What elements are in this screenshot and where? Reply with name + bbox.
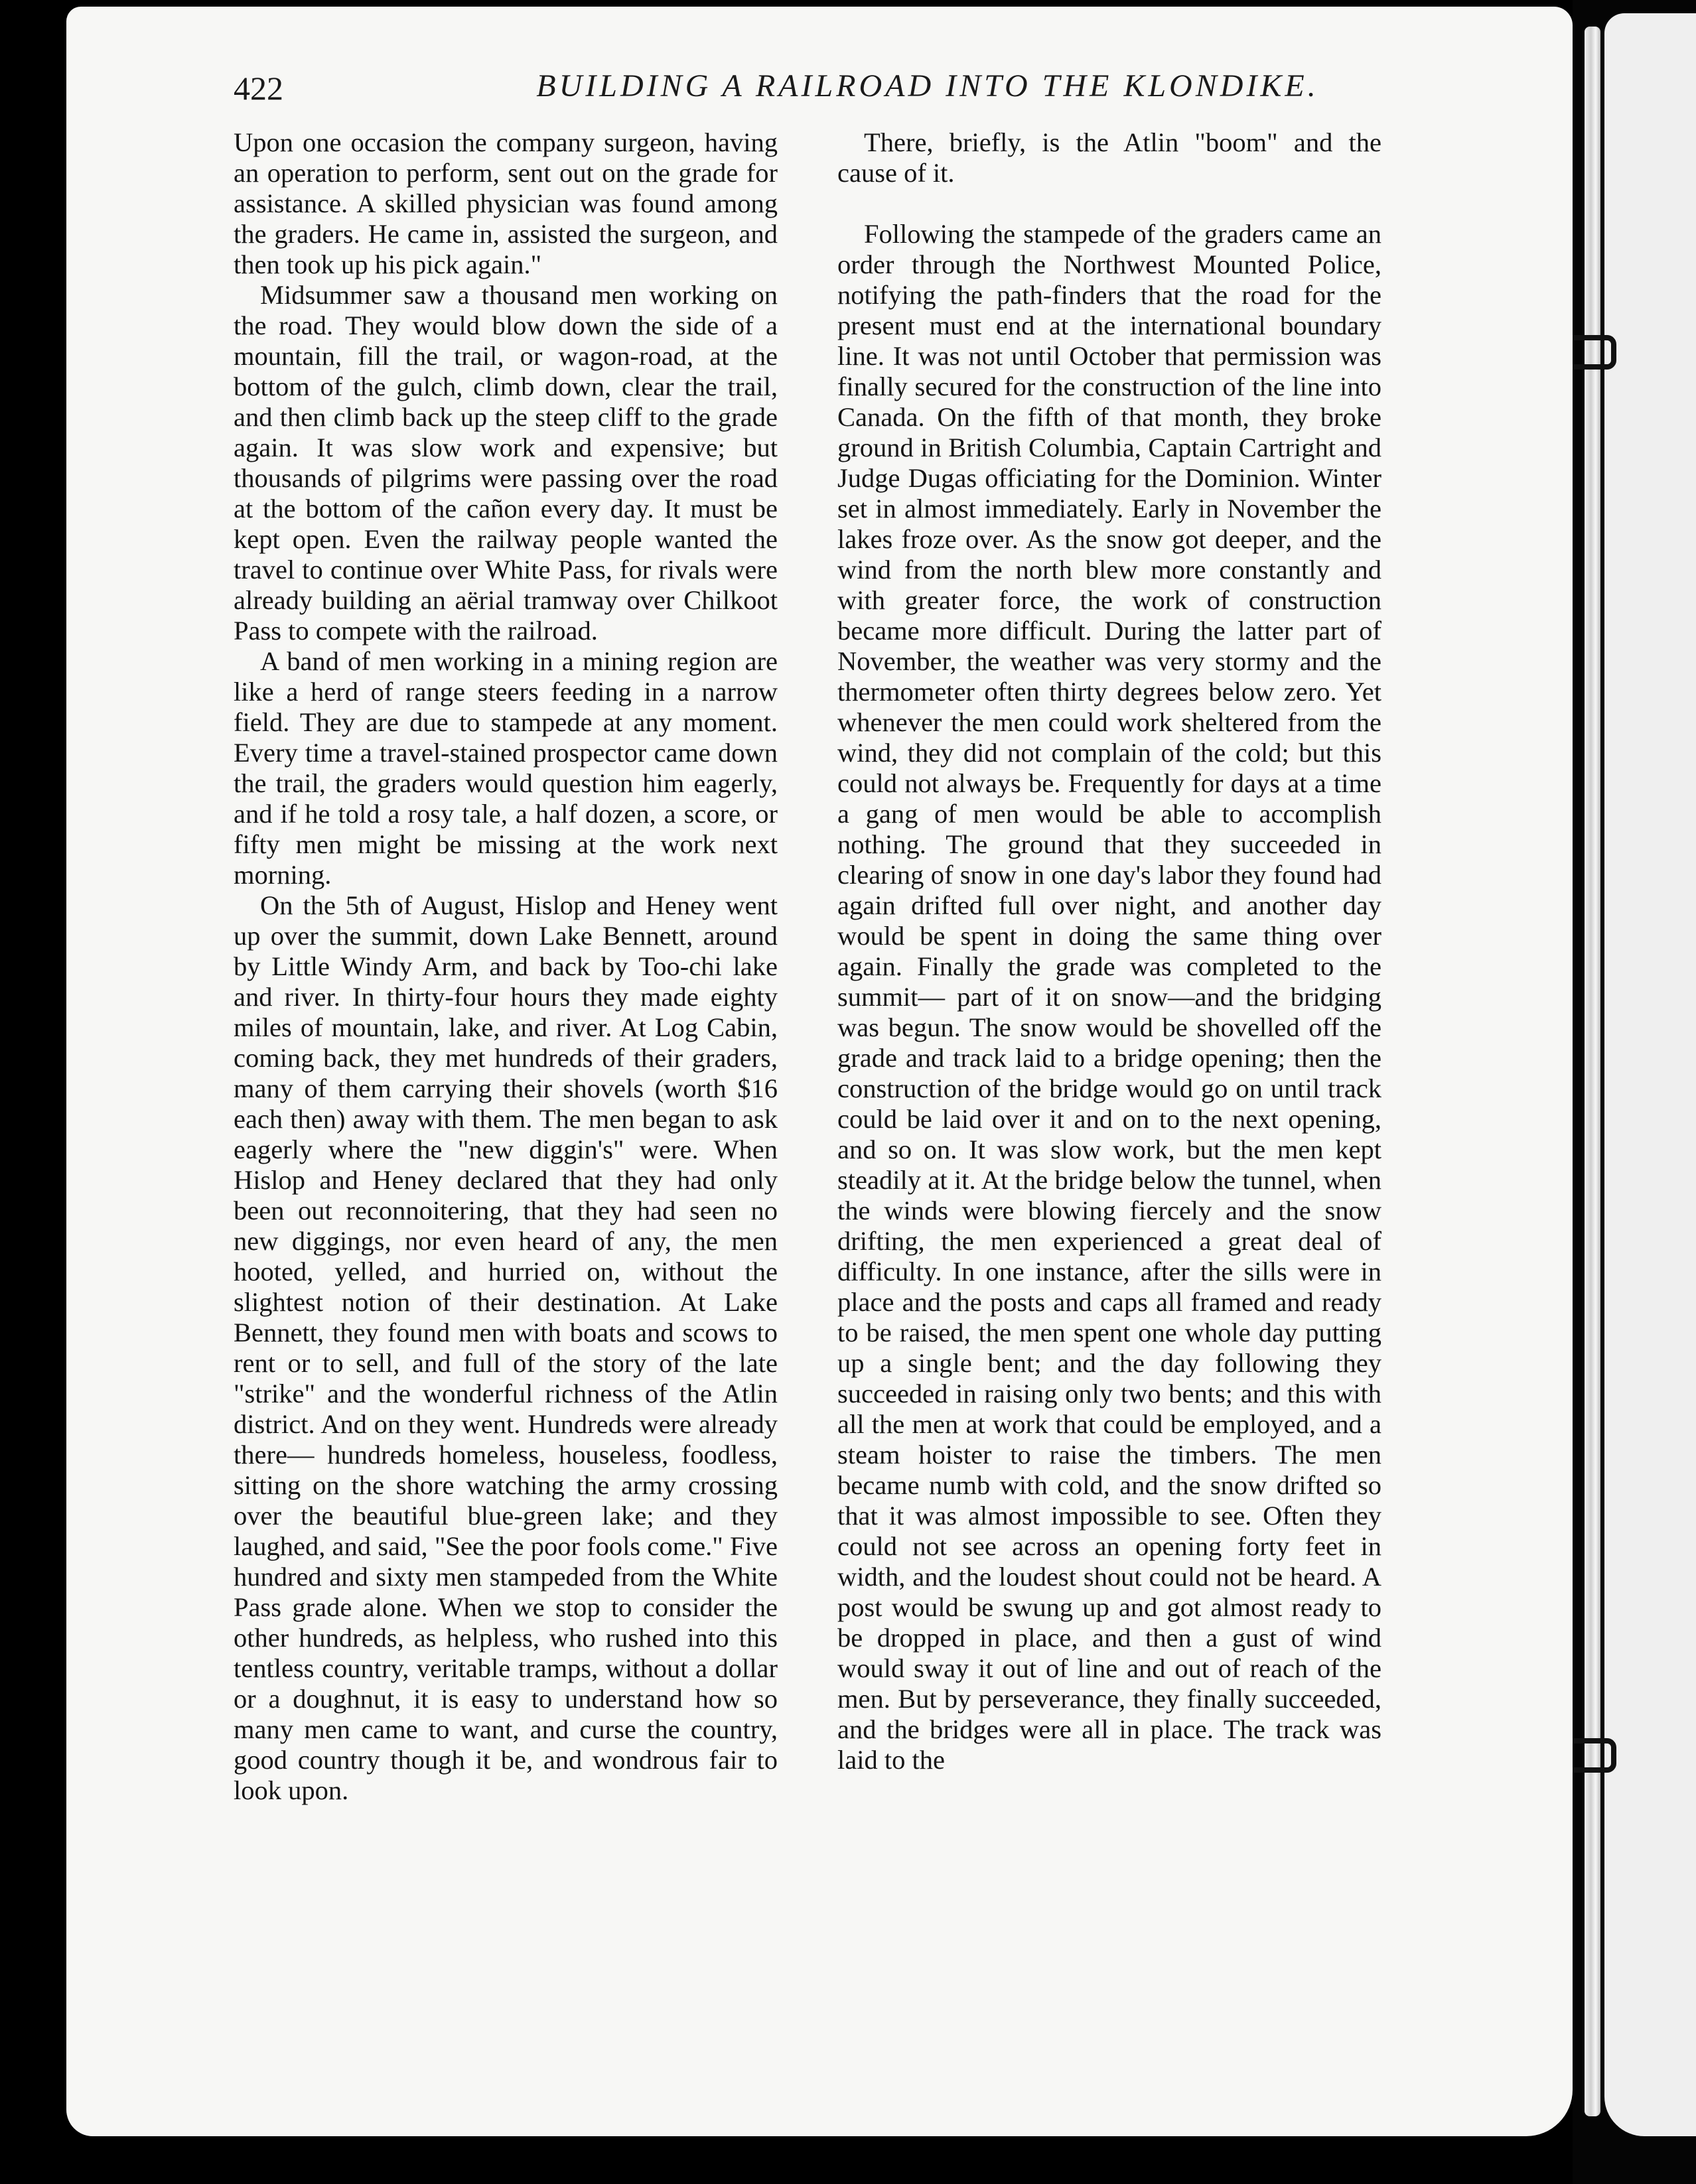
left-column (234, 127, 778, 1806)
running-title: BUILDING A RAILROAD INTO THE KLONDIKE. (536, 68, 1319, 103)
right-column (837, 127, 1381, 1775)
facing-page-edge (1604, 13, 1696, 2136)
paragraph: On the 5th of August, Hislop and Heney went up over the summit, down Lake Bennett, around by Little Windy Arm, and back by Too-chi lake and river. In thirty-four hours they made eighty miles of mountain, lake, and river. At Log Cabin, coming back, they met hundreds of their graders, many of them carrying their shovels (worth $16 each then) away with them. The men began to ask eagerly where the "new diggin's" were. When Hislop and Heney declared that they had only been out reconnoitering, that they had seen no new diggings, nor even heard of any, the men hooted, yelled, and hurried on, without the slightest notion of their destination. At Lake Bennett, they found men with boats and scows to rent or to sell, and full of the story of the late "strike" and the wonderful richness of the Atlin district. And on they went. Hundreds were already there— hundreds homeless, houseless, foodless, sitting on the shore watching the army crossing over the beautiful blue-green lake; and they laughed, and said, "See the poor fools come." Five hundred and sixty men stampeded from the White Pass grade alone. When we stop to consider the other hundreds, as helpless, who rushed into this tentless country, veritable tramps, without a dollar or a doughnut, it is easy to understand how so many men came to want, and curse the country, good country though it be, and wondrous fair to look upon. (234, 890, 778, 1805)
paragraph: Following the stampede of the graders came an order through the Northwest Mounted Police, notifying the path-finders that the road for the present must end at the international boundary line. It was not until October that permission was finally secured for the construction of the line into Canada. On the fifth of that month, they broke ground in British Columbia, Captain Cartright and Judge Dugas officiating for the Dominion. Winter set in almost immediately. Early in November the lakes froze over. As the snow got deeper, and the wind from the north blew more constantly and with greater force, the work of construction became more difficult. During the latter part of November, the weather was very stormy and the thermometer often thirty degrees below zero. Yet whenever the men could work sheltered from the wind, they did not complain of the cold; but this could not always be. Frequently for days at a time a gang of men would be able to accomplish nothing. The ground that they succeeded in clearing of snow in one day's labor they found had again drifted full over night, and another day would be spent in doing the same thing over again. Finally the grade was completed to the summit— part of it on snow—and the bridging was begun. The snow would be shovelled off the grade and track laid to a bridge opening; then the construction of the bridge would go on until track could be laid over it and on to the next opening, and so on. It was slow work, but the men kept steadily at it. At the bridge below the tunnel, when the winds were blowing fiercely and the snow drifting, the men experienced a great deal of difficulty. In one instance, after the sills were in place and the posts and caps all framed and ready to be raised, the men spent one whole day putting up a single bent; and the day following they succeeded in raising only two bents; and this with all the men at work that could be employed, and a steam hoister to raise the timbers. The men became numb with cold, and the snow drifted so that it was almost impossible to see. Often they could not see across an opening forty feet in width, and the loudest shout could not be heard. A post would be swung up and got almost ready to be dropped in place, and then a gust of wind would sway it out of line and out of reach of the men. But by perseverance, they finally succeeded, and the bridges were all in place. The track was laid to the (837, 219, 1381, 1775)
page-number: 422 (234, 70, 283, 107)
paragraph: A band of men working in a mining region are like a herd of range steers feeding in a narrow field. They are due to stampede at any moment. Every time a travel-stained prospector came down the trail, the graders would question him eagerly, and if he told a rosy tale, a half dozen, a score, or fifty men might be missing at the work next morning. (234, 646, 778, 890)
paragraph: Midsummer saw a thousand men working on the road. They would blow down the side of a mountain, fill the trail, or wagon-road, at the bottom of the gulch, climb down, clear the trail, and then climb back up the steep cliff to the grade again. It was slow work and expensive; but thousands of pilgrims were passing over the road at the bottom of the cañon every day. It must be kept open. Even the railway people wanted the travel to continue over White Pass, for rivals were already building an aërial tramway over Chilkoot Pass to compete with the railroad. (234, 280, 778, 646)
paragraph: There, briefly, is the Atlin "boom" and the cause of it. (837, 127, 1381, 188)
paragraph: Upon one occasion the company surgeon, having an operation to perform, sent out on the grade for assistance. A skilled physician was found among the graders. He came in, assisted the surgeon, and then took up his pick again." (234, 127, 778, 279)
